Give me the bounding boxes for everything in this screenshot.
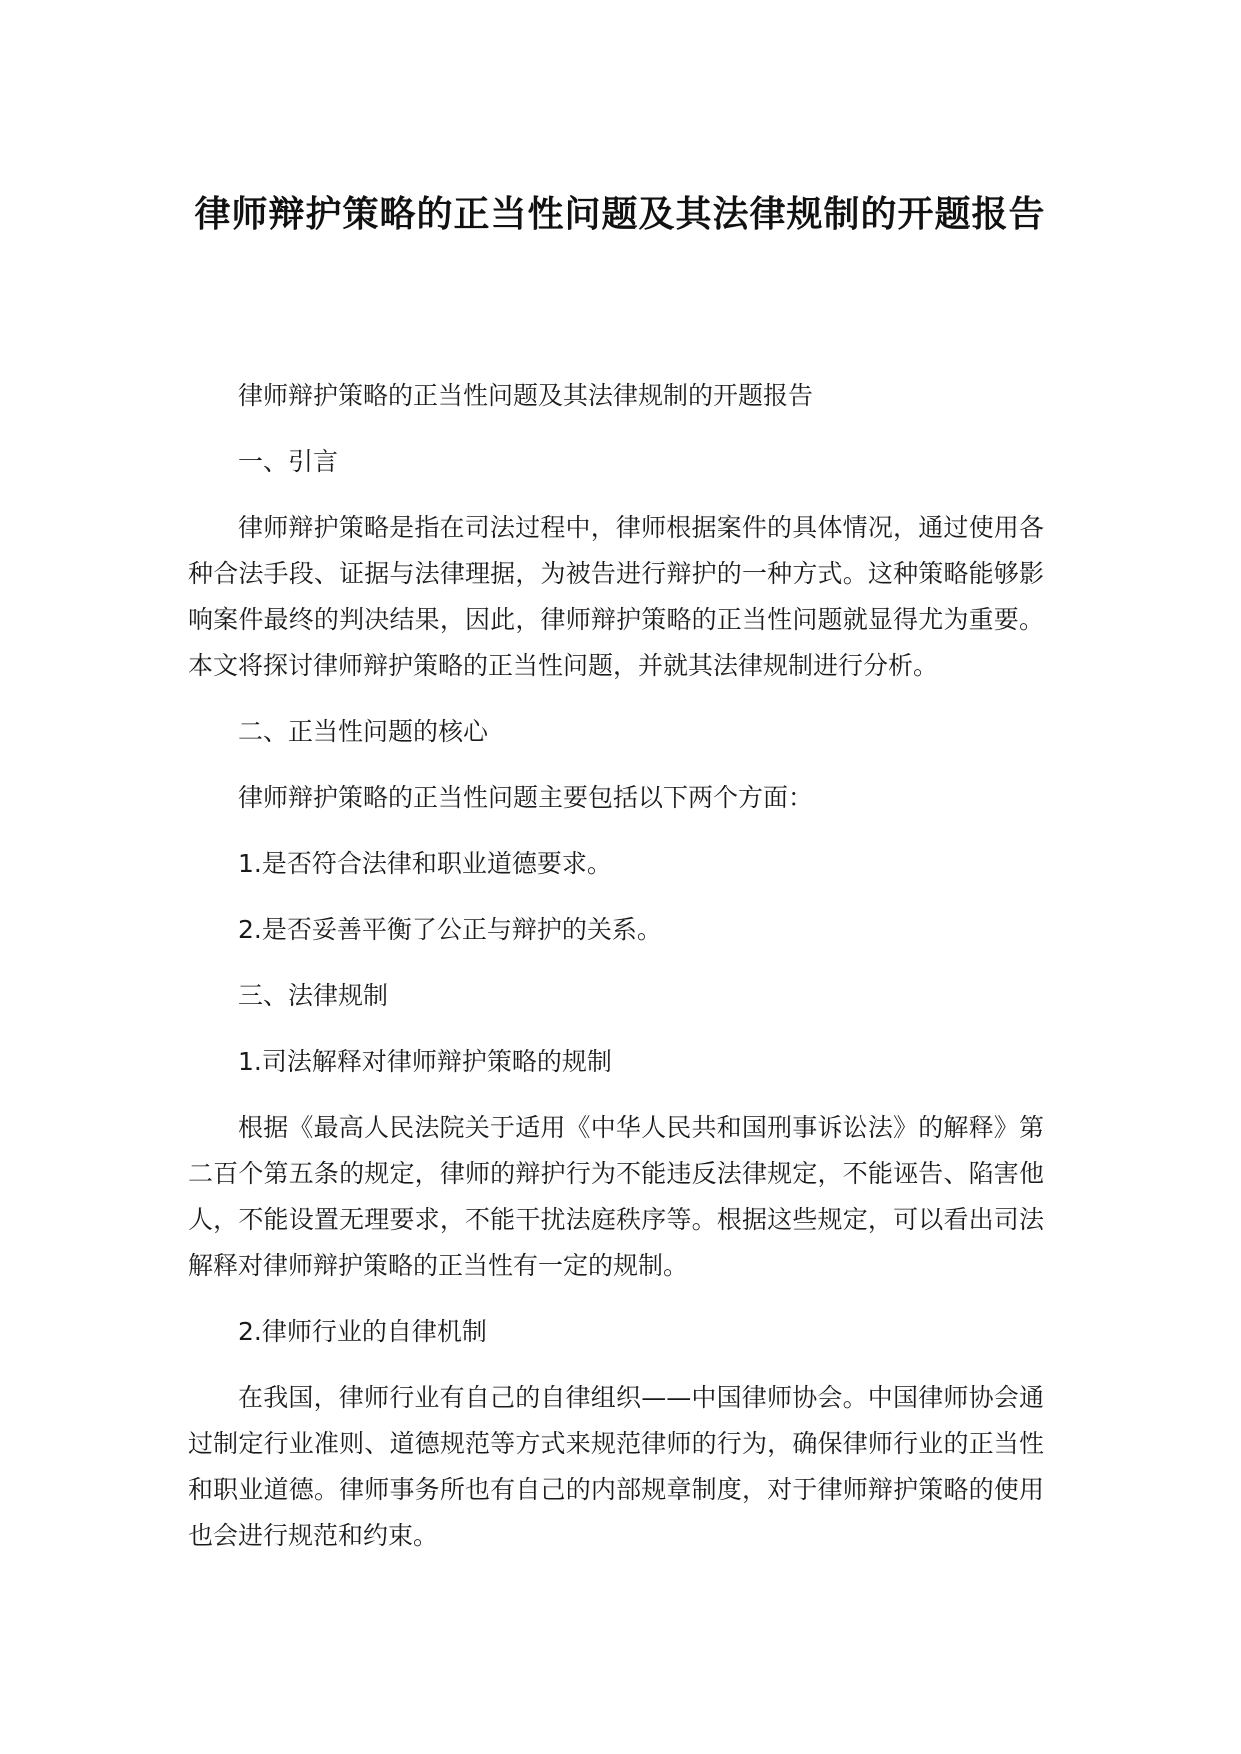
heading-introduction: 一、引言 <box>238 447 339 476</box>
paragraph-introduction: 律师辩护策略是指在司法过程中，律师根据案件的具体情况，通过使用各种合法手段、证据与法律理据，为被告进行辩护的一种方式。这种策略能够影响案件最终的判决结果，因此，律师辩护策略的正当性问题就显得尤为重要。本文将探讨律师辩护策略的正当性问题，并就其法律规制进行分析。 <box>188 513 1044 680</box>
heading-legal-regulation: 三、法律规制 <box>238 981 389 1010</box>
paragraph-judicial-interpretation: 根据《最高人民法院关于适用《中华人民共和国刑事诉讼法》的解释》第二百个第五条的规定，律师的辩护行为不能违反法律规定，不能诬告、陷害他人，不能设置无理要求，不能干扰法庭秩序等。根据这些规定，可以看出司法解释对律师辩护策略的正当性有一定的规制。 <box>188 1113 1044 1280</box>
paragraph-report-name: 律师辩护策略的正当性问题及其法律规制的开题报告 <box>238 381 814 410</box>
list-item-2: 2.是否妥善平衡了公正与辩护的关系。 <box>238 915 662 944</box>
subheading-self-regulation: 2.律师行业的自律机制 <box>238 1317 487 1346</box>
document-title: 律师辩护策略的正当性问题及其法律规制的开题报告 <box>194 194 1046 235</box>
heading-core-issue: 二、正当性问题的核心 <box>238 717 489 746</box>
subheading-judicial-interpretation: 1.司法解释对律师辩护策略的规制 <box>238 1047 612 1076</box>
paragraph-self-regulation: 在我国，律师行业有自己的自律组织——中国律师协会。中国律师协会通过制定行业准则、道德规范等方式来规范律师的行为，确保律师行业的正当性和职业道德。律师事务所也有自己的内部规章制度，对于律师辩护策略的使用也会进行规范和约束。 <box>188 1383 1044 1550</box>
paragraph-core-issue: 律师辩护策略的正当性问题主要包括以下两个方面： <box>238 783 814 812</box>
list-item-1: 1.是否符合法律和职业道德要求。 <box>238 849 612 878</box>
document-body <box>188 373 1044 1559</box>
